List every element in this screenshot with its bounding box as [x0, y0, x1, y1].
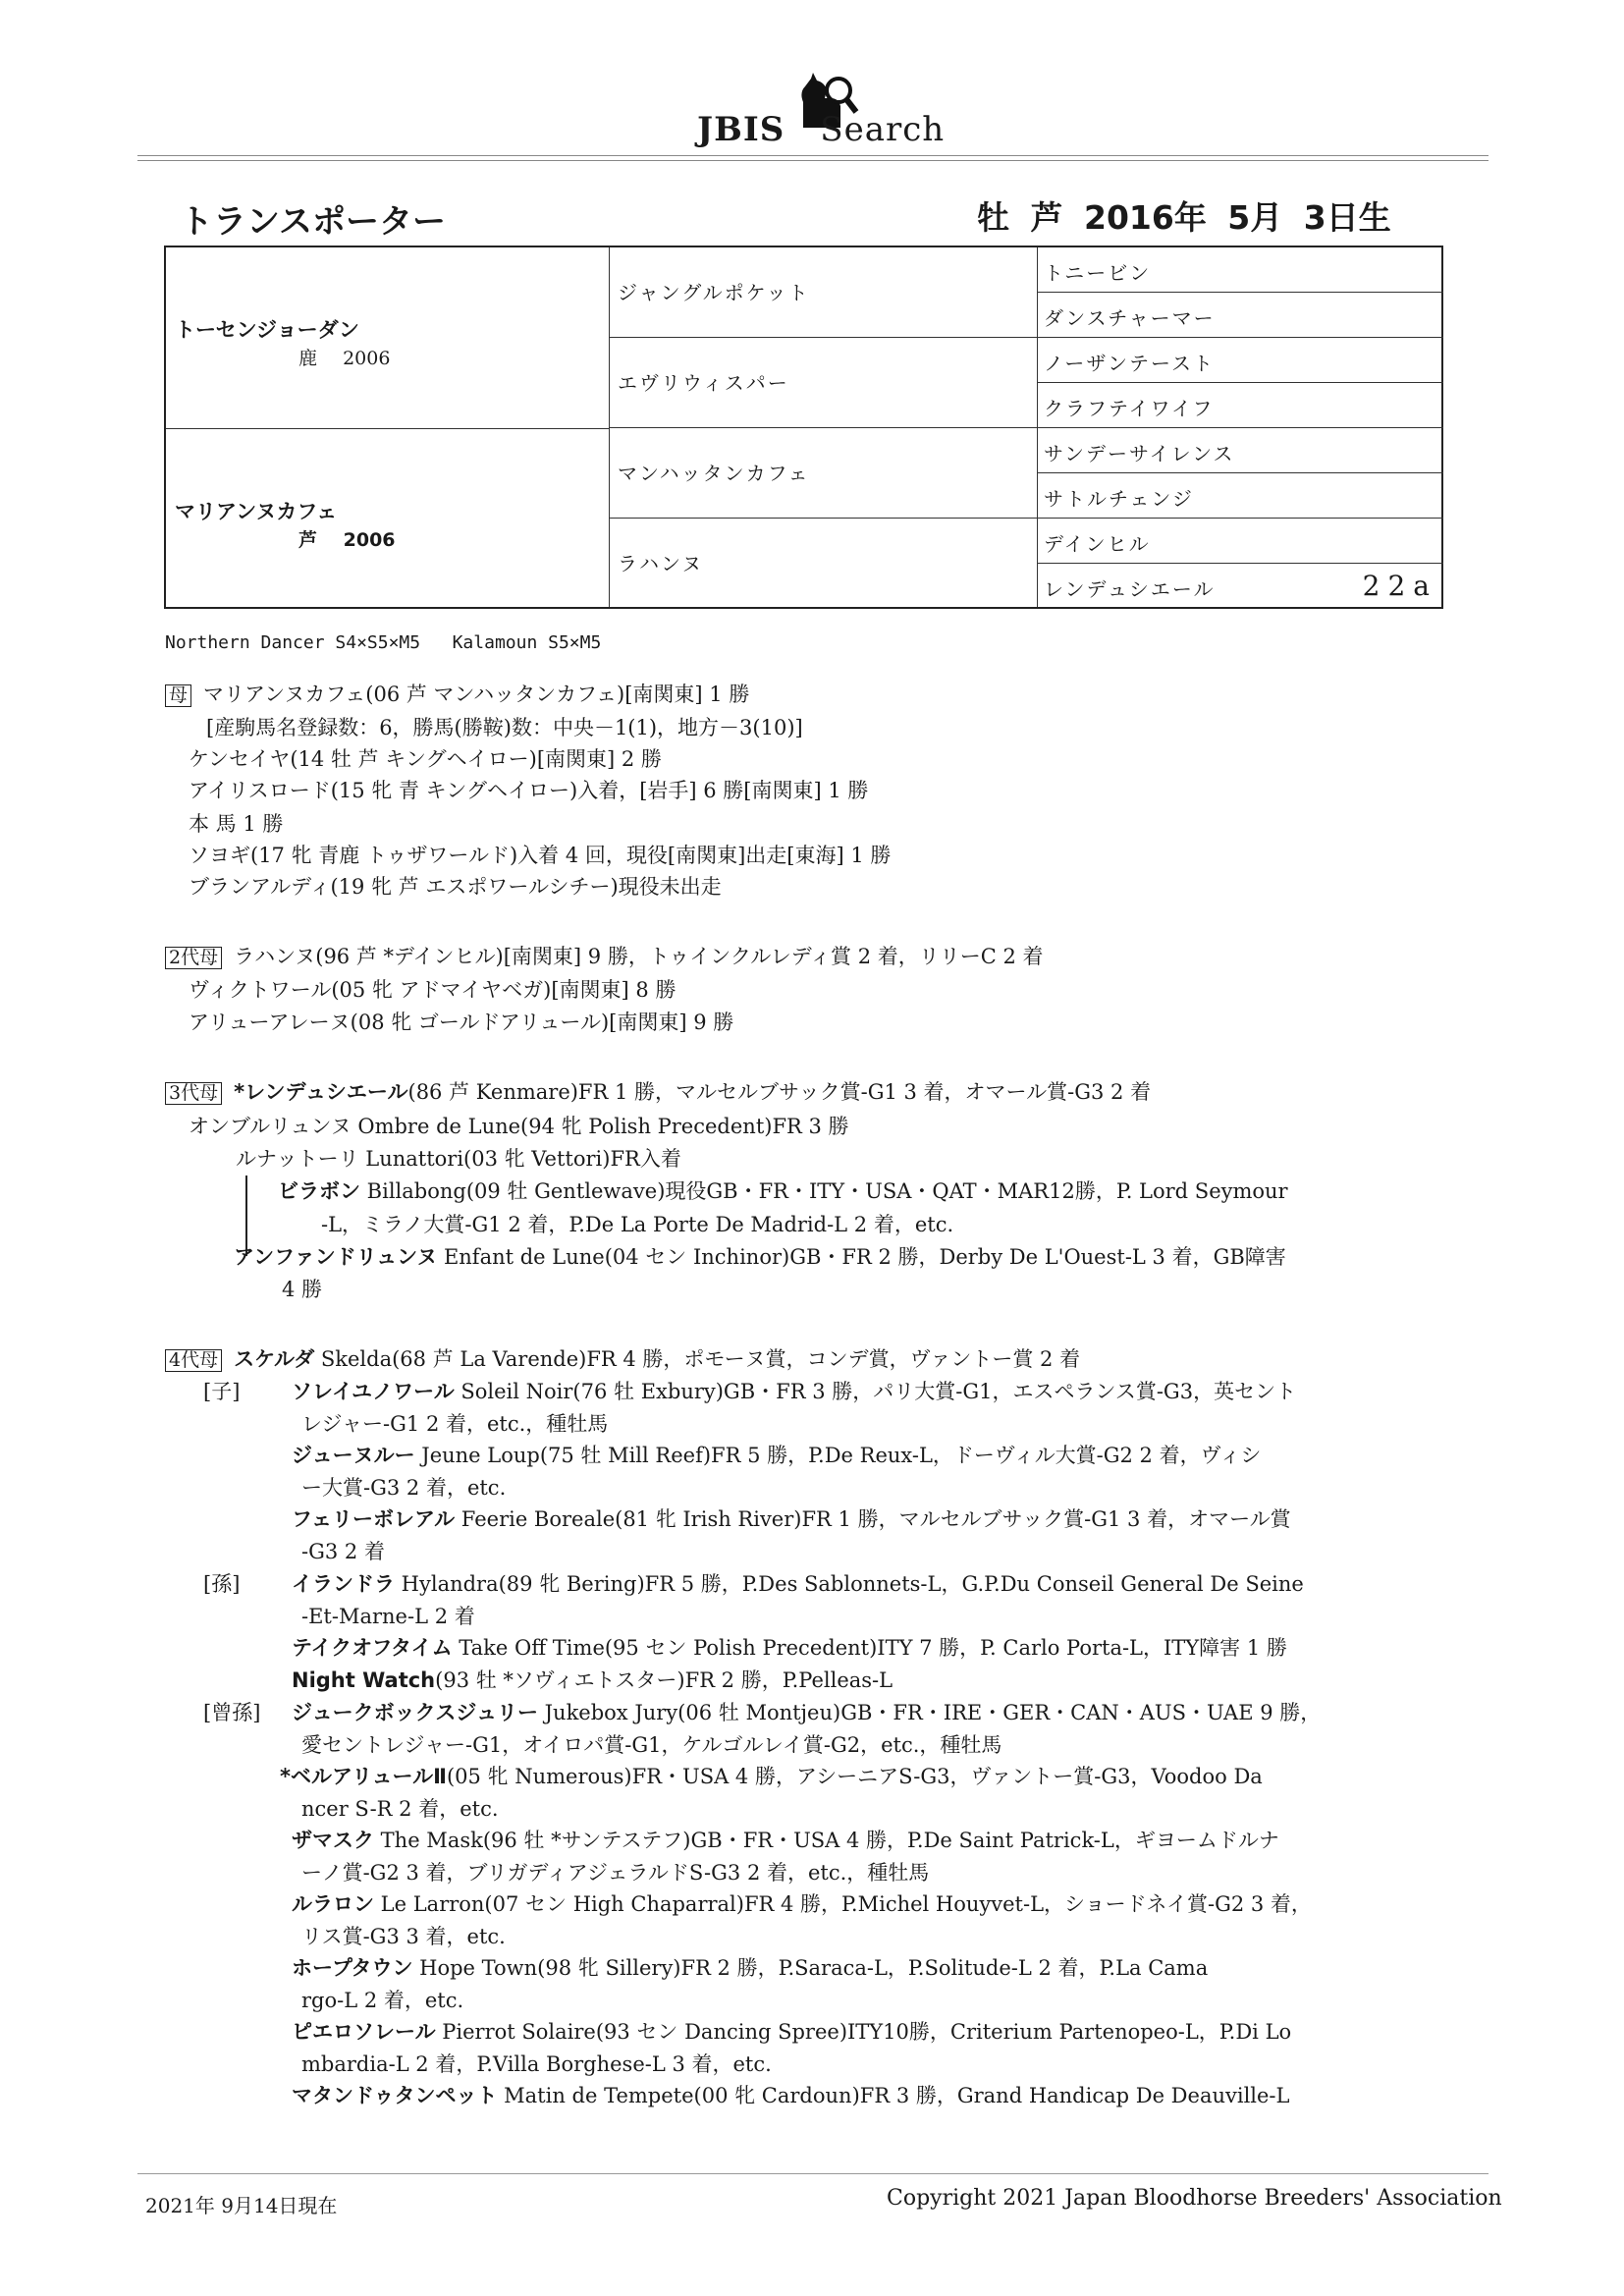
runner-record-cont: ー大賞-G3 2 着，etc.: [301, 1476, 507, 1500]
pedigree-gen3-cell: [1038, 473, 1443, 519]
generation-label-great-grandchild: [曾孫]: [203, 1701, 261, 1724]
pedigree-gen2-cell: [610, 519, 1037, 609]
dam-section-header: [165, 684, 749, 707]
dam-coat-year: [298, 525, 396, 552]
runner-name: マタンドゥタンペット: [292, 2084, 498, 2107]
runner-record: Jukebox Jury(06 牡 Montjeu)GB・FR・IRE・GER・CAN・AUS・UAE 9 勝，: [537, 1701, 1322, 1724]
runner-record: Hope Town(98 牝 Sillery)FR 2 勝，P.Saraca-L，P.Solitude-L 2 着，P.La Cama: [412, 1956, 1209, 1980]
gen2-name: ラハンヌ: [618, 552, 704, 575]
dam-produce-item: ソヨギ(17 牝 青鹿 トゥザワールド)入着 4 回，現役[南関東]出走[東海] 1 勝: [189, 844, 892, 867]
logo-text: [697, 110, 945, 149]
section-tag-dam: 母: [165, 684, 191, 707]
fourth-dam-runner: [292, 2086, 1289, 2106]
dam-year: 2006: [343, 529, 396, 551]
dam-produce-item: 本 馬 1 勝: [189, 812, 284, 836]
dam-produce-summary: [産駒馬名登録数：6，勝馬(勝鞍)数：中央－1(1)，地方－3(10)]: [206, 716, 803, 739]
pedigree-great-grandparents: [1038, 247, 1443, 607]
runner-record: Take Off Time(95 セン Polish Precedent)ITY 7 勝，P. Carlo Porta-L，ITY障害 1 勝: [452, 1636, 1287, 1660]
sire-coat: 鹿: [298, 348, 318, 369]
runner-record-cont: rgo-L 2 着，etc.: [301, 1989, 464, 2012]
runner-record: Enfant de Lune(04 セン Inchinor)GB・FR 2 勝，Derby De L'Ouest-L 3 着，GB障害: [437, 1245, 1286, 1269]
gen2-name: マンハッタンカフェ: [618, 462, 810, 485]
runner-name: Night Watch: [292, 1668, 436, 1692]
runner-record: Jeune Loup(75 牡 Mill Reef)FR 5 勝，P.De Reux-L，ドーヴィル大賞-G2 2 着，ヴィシ: [414, 1444, 1262, 1467]
fourth-dam-name: スケルダ: [234, 1347, 315, 1371]
runner-name: ピエロソレール: [292, 2020, 436, 2044]
second-dam-header: [165, 947, 1044, 969]
pedigree-table: [164, 246, 1443, 609]
fourth-dam-runner: [292, 1382, 1296, 1402]
runner-record-cont: ncer S-R 2 着，etc.: [301, 1797, 499, 1821]
runner-record-cont: -Et-Marne-L 2 着: [301, 1605, 475, 1628]
third-dam-produce: オンブルリュンヌ Ombre de Lune(94 牝 Polish Precedent)FR 3 勝: [189, 1115, 849, 1138]
generation-label-grandchild: [孫]: [203, 1572, 241, 1596]
sire-year: 2006: [343, 348, 391, 369]
pedigree-parents: [166, 247, 610, 607]
runner-name: ジュークボックスジュリー: [292, 1701, 538, 1724]
dam-name: マリアンヌカフェ: [175, 500, 338, 523]
runner-name: アンファンドリュンヌ: [234, 1245, 438, 1269]
gen2-name: ジャングルポケット: [618, 281, 810, 304]
dam-produce-item: アイリスロード(15 牝 青 キングヘイロー)入着，[岩手] 6 勝[南関東] 1 勝: [189, 779, 869, 802]
footer-date: 2021年 9月14日現在: [145, 2194, 338, 2217]
third-dam-grand-produce-2: [234, 1247, 1286, 1268]
fourth-dam-runner: [292, 1446, 1261, 1466]
section-tag-3rd-dam: 3代母: [165, 1082, 222, 1105]
fourth-dam-runner: [280, 1767, 1263, 1787]
runner-record: (05 牝 Numerous)FR・USA 4 勝，アシーニアS-G3，ヴァントー賞-G3，Voodoo Da: [446, 1765, 1263, 1788]
pedigree-gen3-cell: [1038, 428, 1443, 473]
gen3-name: デインヒル: [1044, 532, 1151, 556]
jbis-search-logo: [697, 69, 952, 157]
section-tag-4th-dam: 4代母: [165, 1349, 222, 1372]
runner-name: テイクオフタイム: [292, 1636, 453, 1660]
fourth-dam-runner: [292, 1831, 1279, 1851]
pedigree-gen3-cell: [1038, 293, 1443, 338]
horse-name: トランスポーター: [180, 202, 446, 242]
runner-record: The Mask(96 牡 *サンテステフ)GB・FR・USA 4 勝，P.De Saint Patrick-L，ギヨームドルナ: [374, 1829, 1279, 1852]
logo-search: Search: [820, 110, 946, 149]
pedigree-gen3-cell: [1038, 519, 1443, 564]
runner-name: イランドラ: [292, 1572, 395, 1596]
second-dam-produce: アリューアレーヌ(08 牝 ゴールドアリュール)[南関東] 9 勝: [189, 1011, 734, 1034]
runner-record: Matin de Tempete(00 牝 Cardoun)FR 3 勝，Grand Handicap De Deauville-L: [497, 2084, 1290, 2107]
header-rule-2: [137, 160, 1489, 161]
runner-record-cont: -L，ミラノ大賞-G1 2 着，P.De La Porte De Madrid-L 2 着，etc.: [321, 1213, 954, 1236]
runner-record-cont: 4 勝: [282, 1278, 323, 1301]
sire-name: トーセンジョーダン: [175, 318, 359, 342]
runner-record: Soleil Noir(76 牡 Exbury)GB・FR 3 勝，パリ大賞-G1，エスペランス賞-G3，英セント: [454, 1380, 1297, 1403]
pedigree-gen3-cell: [1038, 564, 1443, 609]
gen3-name: トニービン: [1044, 261, 1152, 285]
third-dam-grand-produce: ルナットーリ Lunattori(03 牝 Vettori)FR入着: [236, 1147, 681, 1171]
footer-rule: [137, 2173, 1489, 2174]
sire-coat-year: [298, 344, 390, 370]
fourth-dam-runner: [292, 1670, 893, 1691]
family-code: 22a: [1362, 570, 1437, 602]
runner-record-cont: mbardia-L 2 着，P.Villa Borghese-L 3 着，etc.: [301, 2052, 772, 2076]
section-tag-2nd-dam: 2代母: [165, 947, 222, 969]
second-dam-line: ラハンヌ(96 芦 *デインヒル)[南関東] 9 勝，トゥインクルレディ賞 2 着，リリーC 2 着: [234, 945, 1044, 968]
generation-label-child: [子]: [203, 1380, 241, 1403]
runner-record: (93 牡 *ソヴィエトスター)FR 2 勝，P.Pelleas-L: [435, 1668, 893, 1692]
dam-produce-item: ケンセイヤ(14 牡 芦 キングヘイロー)[南関東] 2 勝: [189, 747, 662, 771]
fourth-dam-runner: [292, 1638, 1287, 1659]
runner-name: ジューヌルー: [292, 1444, 415, 1467]
runner-name: フェリーボレアル: [292, 1507, 456, 1531]
fourth-dam-record: Skelda(68 芦 La Varende)FR 4 勝，ポモーヌ賞，コンデ賞，ヴァントー賞 2 着: [314, 1347, 1081, 1371]
fourth-dam-runner: [292, 2022, 1291, 2043]
runner-name: *ベルアリュールⅡ: [280, 1765, 447, 1788]
runner-name: ビラボン: [278, 1179, 360, 1203]
runner-record-cont: ーノ賞-G2 3 着，ブリガディアジェラルドS-G3 2 着，etc.，種牡馬: [301, 1861, 930, 1885]
gen3-name: ノーザンテースト: [1044, 352, 1215, 375]
gen3-name: クラフテイワイフ: [1044, 397, 1215, 420]
pedigree-gen3-cell: [1038, 338, 1443, 383]
fourth-dam-runner: [292, 1703, 1321, 1723]
fourth-dam-runner: [292, 1958, 1208, 1979]
runner-name: ソレイユノワール: [292, 1380, 455, 1403]
fourth-dam-header: [165, 1349, 1080, 1372]
dam-line: マリアンヌカフェ(06 芦 マンハッタンカフェ)[南関東] 1 勝: [203, 683, 750, 706]
gen3-name: レンデュシエール: [1044, 577, 1216, 601]
header-rule: [137, 155, 1489, 156]
runner-record: Hylandra(89 牝 Bering)FR 5 勝，P.Des Sablonnets-L，G.P.Du Conseil General De Seine: [395, 1572, 1304, 1596]
runner-record-cont: -G3 2 着: [301, 1540, 385, 1563]
runner-record: Billabong(09 牡 Gentlewave)現役GB・FR・ITY・USA・QAT・MAR12勝，P. Lord Seymour: [360, 1179, 1288, 1203]
dam-coat: 芦: [298, 529, 318, 551]
third-dam-name: *レンデュシエール: [234, 1080, 408, 1104]
pedigree-grandparents: [610, 247, 1038, 607]
fourth-dam-runner: [292, 1894, 1312, 1915]
runner-record: Pierrot Solaire(93 セン Dancing Spree)ITY10勝，Criterium Partenopeo-L，P.Di Lo: [435, 2020, 1292, 2044]
third-dam-great-grand: [278, 1181, 1288, 1202]
horse-info: 牡 芦 2016年 5月 3日生: [977, 198, 1391, 237]
runner-record: Feerie Boreale(81 牝 Irish River)FR 1 勝，マルセルブサック賞-G1 3 着，オマール賞: [455, 1507, 1291, 1531]
runner-name: ルラロン: [292, 1892, 374, 1916]
gen3-name: サトルチェンジ: [1044, 487, 1194, 511]
footer-copyright: Copyright 2021 Japan Bloodhorse Breeders' Association: [887, 2186, 1502, 2211]
pedigree-gen2-cell: [610, 247, 1037, 338]
fourth-dam-runner: [292, 1574, 1304, 1595]
pedigree-gen3-cell: [1038, 383, 1443, 428]
pedigree-gen3-cell: [1038, 247, 1443, 293]
inbreeding-line: Northern Dancer S4×S5×M5 Kalamoun S5×M5: [165, 632, 602, 653]
dam-produce-item: ブランアルディ(19 牝 芦 エスポワールシチー)現役未出走: [189, 875, 722, 899]
logo-jbis: JBIS: [697, 110, 785, 149]
runner-name: ホープタウン: [292, 1956, 413, 1980]
third-dam-header: [165, 1082, 1151, 1105]
gen3-name: サンデーサイレンス: [1044, 442, 1235, 465]
descent-bracket: [245, 1175, 247, 1256]
fourth-dam-runner: [292, 1509, 1291, 1530]
gen2-name: エヴリウィスパー: [618, 371, 789, 395]
runner-record: Le Larron(07 セン High Chaparral)FR 4 勝，P.Michel Houyvet-L，ショードネイ賞-G2 3 着，: [374, 1892, 1312, 1916]
third-dam-record: (86 芦 Kenmare)FR 1 勝，マルセルブサック賞-G1 3 着，オマール賞-G3 2 着: [407, 1080, 1152, 1104]
pedigree-gen2-cell: [610, 338, 1037, 428]
second-dam-produce: ヴィクトワール(05 牝 アドマイヤベガ)[南関東] 8 勝: [189, 978, 677, 1002]
runner-record-cont: リス賞-G3 3 着，etc.: [301, 1925, 506, 1948]
runner-record-cont: 愛セントレジャー-G1，オイロパ賞-G1，ケルゴルレイ賞-G2，etc.，種牡馬: [301, 1733, 1002, 1757]
pedigree-sire-cell: [166, 247, 609, 428]
runner-record-cont: レジャー-G1 2 着，etc.，種牡馬: [301, 1412, 609, 1436]
runner-name: ザマスク: [292, 1829, 374, 1852]
gen3-name: ダンスチャーマー: [1044, 306, 1216, 330]
pedigree-dam-cell: [166, 428, 609, 609]
pedigree-gen2-cell: [610, 428, 1037, 519]
